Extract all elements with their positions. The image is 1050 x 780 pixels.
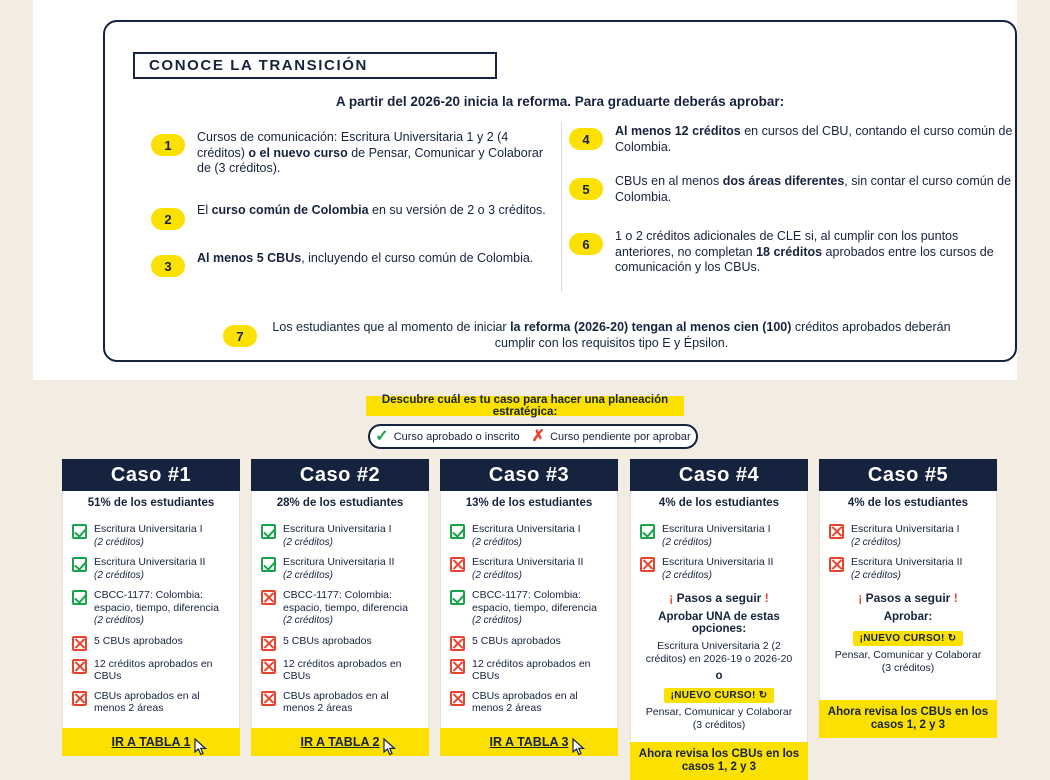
cross-icon [261,636,276,651]
requirement-row [261,690,419,715]
case-cta-button[interactable] [630,742,808,780]
new-course-badge: ¡NUEVO CURSO! ↻ [853,631,964,646]
mouse-cursor-icon [383,738,395,754]
requirement-row [450,523,608,549]
exclamation-icon: ¡ [858,591,863,605]
requirement-row-label: CBUs aprobados en al menos 2 áreas [94,689,200,714]
requirement-row-label: 12 créditos aprobados en CBUs [94,657,213,682]
requirement-row [72,589,230,628]
legend-pending-label: Curso pendiente por aprobar [550,430,691,443]
transition-card [103,20,1017,362]
requirement-row [261,556,419,582]
case-percentage: 28% de los estudiantes [251,491,429,515]
requirement-row-sub: (2 créditos) [851,569,902,581]
requirement-number-3: 3 [151,255,185,277]
requirement-row-sub: (2 créditos) [94,569,145,581]
case-percentage: 4% de los estudiantes [630,491,808,515]
case-percentage: 13% de los estudiantes [440,491,618,515]
requirement-row-sub: (2 créditos) [472,615,523,626]
cross-icon [72,636,87,651]
requirement-row-sub: (2 créditos) [283,536,334,548]
case-body [819,515,997,700]
case-column [819,459,997,738]
requirement-text-7: Los estudiantes que al momento de iniciar la reforma (2026-20) tengan al menos cien (100) créditos aprobados deberán cumplir con los requisitos tipo E y Épsilon. [272,320,951,350]
exclamation-icon: ! [953,591,958,605]
requirement-row-label: 12 créditos aprobados en CBUs [472,657,591,682]
requirement-row [72,690,230,715]
case-body [62,515,240,728]
requirement-row [72,523,230,549]
requirement-row [640,556,798,582]
requirement-row [261,523,419,549]
requirement-row-label: CBCC-1177: Colombia: espacio, tiempo, diferencia (2 créditos) [472,589,597,626]
legend-approved-label: Curso aprobado o inscrito [393,430,520,443]
requirement-row-sub: (2 créditos) [94,615,145,626]
option-two: Pensar, Comunicar y Colaborar (3 créditos) [834,649,982,674]
case-title: Caso #4 [630,459,808,491]
cross-icon [261,691,276,706]
requirement-row [450,690,608,715]
option-two: Pensar, Comunicar y Colaborar (3 créditos) [645,706,793,731]
requirement-text-2: El curso común de Colombia en su versión de 2 o 3 créditos. [197,203,546,217]
requirement-row-label: 12 créditos aprobados en CBUs [283,657,402,682]
requirement-row-label: Escritura Universitaria II (2 créditos) [851,556,963,581]
cross-icon [450,557,465,572]
case-title: Caso #3 [440,459,618,491]
steps-heading: ¡ Pasos a seguir ! [858,591,958,605]
legend [368,424,698,449]
requirement-row-label: CBUs aprobados en al menos 2 áreas [472,689,578,714]
requirement-row-sub: (2 créditos) [283,569,334,581]
requirement-row-label: CBCC-1177: Colombia: espacio, tiempo, diferencia (2 créditos) [283,589,408,626]
cross-icon: ✗ [531,427,546,445]
requirement-row-label: Escritura Universitaria II (2 créditos) [94,556,206,581]
cross-icon [640,557,655,572]
requirement-row-sub: (2 créditos) [472,569,523,581]
case-title: Caso #1 [62,459,240,491]
case-title: Caso #2 [251,459,429,491]
exclamation-icon: ! [764,591,769,605]
requirement-row [829,523,987,549]
mouse-cursor-icon [572,738,584,754]
cross-icon [261,659,276,674]
check-icon [72,590,87,605]
check-icon [72,557,87,572]
approve-heading: Aprobar: [883,611,933,623]
requirement-row [450,589,608,628]
requirement-text-3: Al menos 5 CBUs, incluyendo el curso común de Colombia. [197,251,534,265]
check-icon [261,524,276,539]
case-cta-button[interactable] [819,700,997,738]
page-title: CONOCE LA TRANSICIÓN [133,52,497,79]
new-course-badge: ¡NUEVO CURSO! ↻ [664,688,775,703]
case-percentage: 51% de los estudiantes [62,491,240,515]
requirement-row-label: 5 CBUs aprobados [283,634,372,647]
requirement-row-label: Escritura Universitaria I (2 créditos) [472,523,581,548]
case-column [62,459,240,756]
case-body [440,515,618,728]
legend-pending [532,429,691,445]
requirement-row-label: 5 CBUs aprobados [94,634,183,647]
exclamation-icon: ¡ [669,591,674,605]
new-course-badge-wrap [640,685,798,703]
requirement-number-2: 2 [151,208,185,230]
requirement-row-sub: (2 créditos) [851,536,902,548]
requirement-row-label: Escritura Universitaria I (2 créditos) [662,523,771,548]
case-column [251,459,429,756]
cross-icon [72,691,87,706]
check-icon [640,524,655,539]
requirement-row-sub: (2 créditos) [662,536,713,548]
discover-banner: Descubre cuál es tu caso para hacer una planeación estratégica: [366,396,684,416]
cross-icon [450,636,465,651]
new-course-badge-wrap [829,628,987,646]
cross-icon [829,524,844,539]
requirement-row-sub: (2 créditos) [472,536,523,548]
check-icon [72,524,87,539]
requirement-row [261,589,419,628]
requirement-row-label: CBCC-1177: Colombia: espacio, tiempo, diferencia (2 créditos) [94,589,219,626]
case-cta-label: IR A TABLA 1 [111,734,191,749]
check-icon: ✓ [375,427,389,445]
requirement-row-label: Escritura Universitaria II (2 créditos) [283,556,395,581]
requirement-text-6: 1 o 2 créditos adicionales de CLE si, al cumplir con los puntos anteriores, no completan 18 créditos aprobados entre los cursos de comunicación y los CBUs. [615,229,994,274]
requirement-text-5: CBUs en al menos dos áreas diferentes, sin contar el curso común de Colombia. [615,174,1012,204]
refresh-icon: ↻ [947,633,957,644]
requirement-number-5: 5 [569,178,603,200]
column-divider [561,122,562,292]
cross-icon [829,557,844,572]
steps-heading: ¡ Pasos a seguir ! [669,591,769,605]
or-separator: o [715,670,723,682]
requirement-number-6: 6 [569,233,603,255]
requirement-row-sub: (2 créditos) [94,536,145,548]
check-icon [261,557,276,572]
case-cta-button[interactable] [251,728,429,756]
requirement-row-label: Escritura Universitaria II (2 créditos) [662,556,774,581]
requirement-row [450,658,608,683]
case-body [630,515,808,742]
cross-icon [450,691,465,706]
requirement-number-4: 4 [569,128,603,150]
case-cta-button[interactable] [440,728,618,756]
requirement-number-7: 7 [223,325,257,347]
requirement-row [72,556,230,582]
legend-approved [375,429,519,445]
approve-heading: Aprobar UNA de estas opciones: [658,611,780,635]
requirement-row-label: Escritura Universitaria I (2 créditos) [283,523,392,548]
requirement-row [450,556,608,582]
requirement-row [640,523,798,549]
requirement-row-label: CBUs aprobados en al menos 2 áreas [283,689,389,714]
case-body [251,515,429,728]
requirement-row [450,635,608,651]
case-column [630,459,808,780]
cross-icon [261,590,276,605]
case-cta-label: IR A TABLA 2 [300,734,380,749]
card-subtitle: A partir del 2026-20 inicia la reforma. Para graduarte deberás aprobar: [335,94,785,109]
option-one: Escritura Universitaria 2 (2 créditos) en 2026-19 o 2026-20 [645,640,793,665]
requirement-row [829,556,987,582]
case-cta-label: IR A TABLA 3 [489,734,569,749]
requirement-row-sub: (2 créditos) [662,569,713,581]
case-cta-label: Ahora revisa los CBUs en los casos 1, 2 y 3 [827,706,989,731]
cross-icon [450,659,465,674]
requirement-row-label: 5 CBUs aprobados [472,634,561,647]
check-icon [450,524,465,539]
case-column [440,459,618,756]
requirement-row-label: Escritura Universitaria I (2 créditos) [94,523,203,548]
requirement-text-4: Al menos 12 créditos en cursos del CBU, contando el curso común de Colombia. [615,124,1013,154]
check-icon [450,590,465,605]
requirement-row-label: Escritura Universitaria I (2 créditos) [851,523,960,548]
case-title: Caso #5 [819,459,997,491]
requirement-row [72,658,230,683]
refresh-icon: ↻ [758,690,768,701]
case-cta-label: Ahora revisa los CBUs en los casos 1, 2 y 3 [638,748,800,773]
requirement-number-1: 1 [151,134,185,156]
cross-icon [72,659,87,674]
requirement-row [72,635,230,651]
requirement-row [261,658,419,683]
case-percentage: 4% de los estudiantes [819,491,997,515]
case-columns [62,459,998,773]
requirement-row-label: Escritura Universitaria II (2 créditos) [472,556,584,581]
case-cta-button[interactable] [62,728,240,756]
requirement-row-sub: (2 créditos) [283,615,334,626]
mouse-cursor-icon [194,738,206,754]
requirement-text-1: Cursos de comunicación: Escritura Universitaria 1 y 2 (4 créditos) o el nuevo curso de Pensar, Comunicar y Colaborar de (3 créditos). [197,130,543,175]
top-white-panel [33,0,1017,380]
requirement-row [261,635,419,651]
